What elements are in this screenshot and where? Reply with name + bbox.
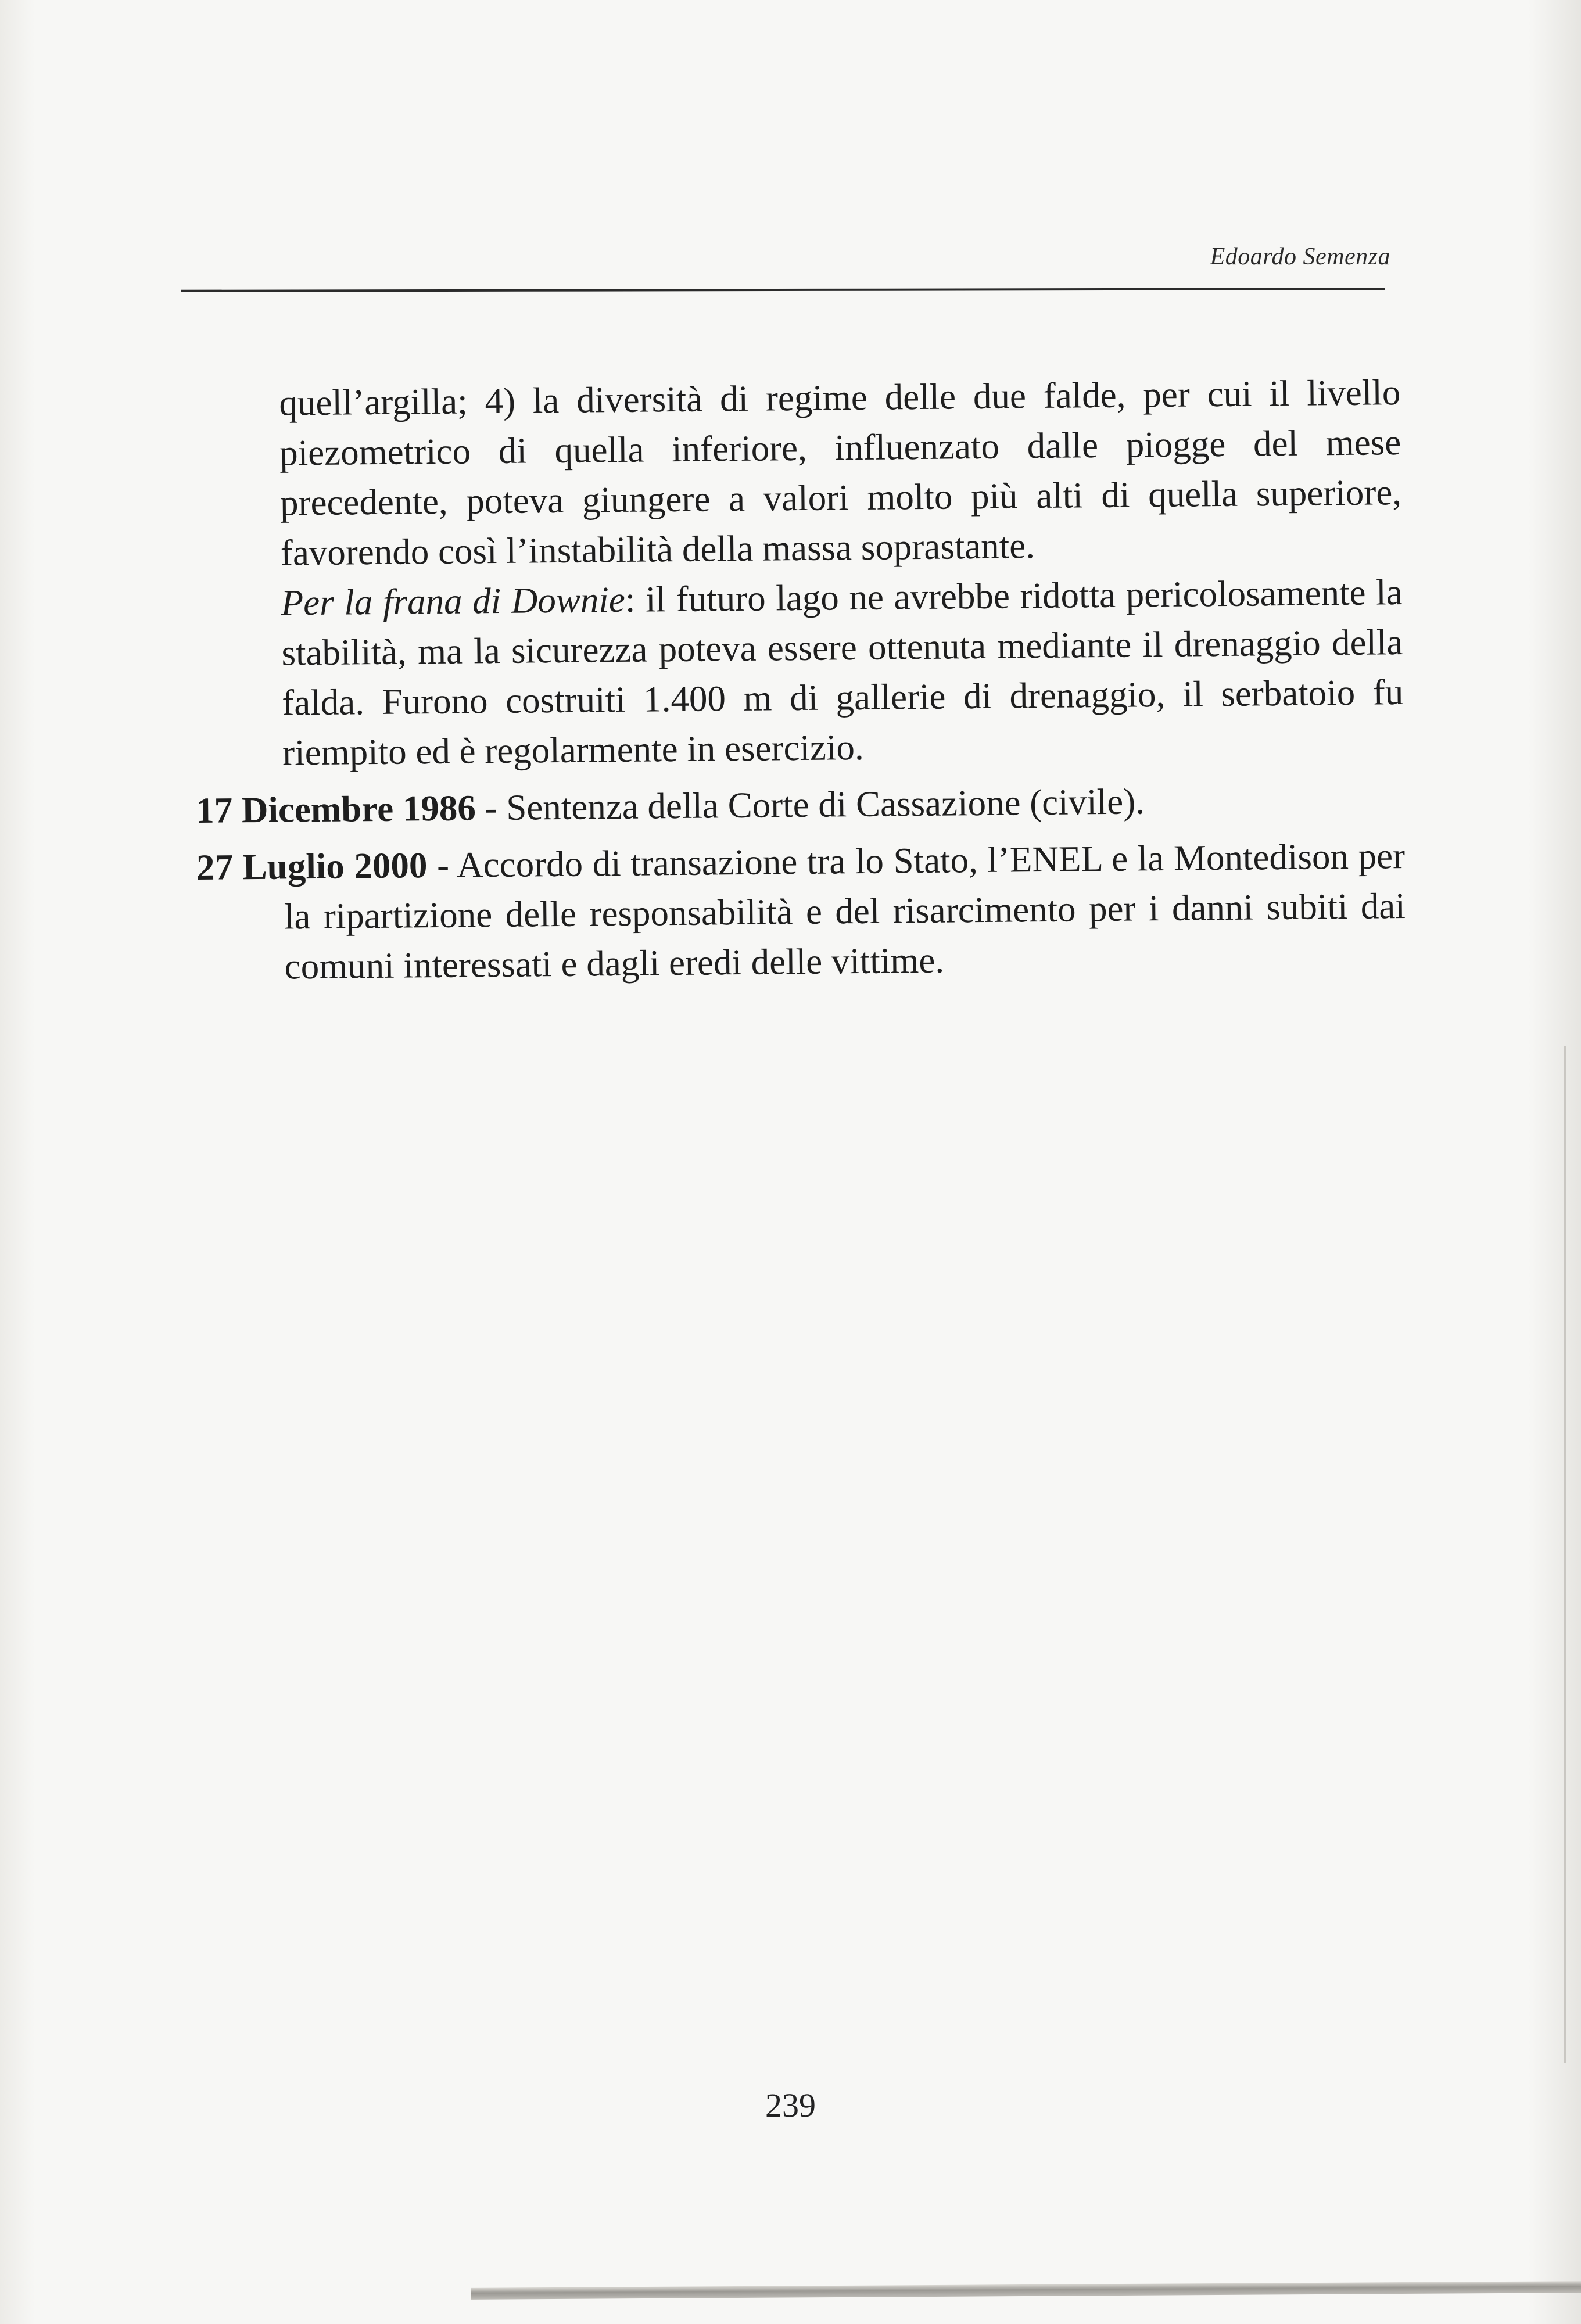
downie-text: : il futuro lago ne avrebbe ridotta pericolosamente la stabilità, ma la sicurezza poteva essere ottenuta mediante il drenaggio della falda. Furono costruiti 1.400 m di gallerie di drenaggio, il serbatoio fu riempito ed è regolarmente in esercizio.: [281, 572, 1404, 773]
entry-text: - Accordo di transazione tra lo Stato, l’ENEL e la Montedison per la ripartizione delle responsabilità e del risarcimento per i danni subiti dai comuni interessati e dagli eredi delle vittime.: [284, 835, 1406, 987]
header-rule: [181, 288, 1385, 292]
paragraph-downie: [193, 567, 1404, 779]
chronology-entry-1986: [196, 774, 1405, 835]
page-shadow-right: [1529, 0, 1581, 2324]
entry-date: 27 Luglio 2000: [196, 845, 428, 888]
page-shadow-left: [0, 0, 35, 2324]
page-number: 239: [765, 2086, 816, 2124]
page-edge: [1564, 1046, 1566, 2063]
main-text: [192, 367, 1406, 992]
entry-text: - Sentenza della Corte di Cassazione (civile).: [475, 781, 1145, 829]
book-bottom-edge: [471, 2281, 1581, 2300]
downie-heading: Per la frana di Downie: [281, 579, 626, 623]
running-header-author: Edoardo Semenza: [1210, 243, 1390, 270]
chronology-entry-2000: [196, 831, 1406, 992]
entry-date: 17 Dicembre 1986: [195, 787, 476, 831]
paragraph-continuation: quell’argilla; 4) la diversità di regime delle due falde, per cui il livello piezometrico di quella inferiore, influenzato dalle piogge del mese precedente, poteva giungere a valori molto più alti di quella superiore, favorendo così l’instabilità della massa soprastante.: [279, 372, 1402, 573]
